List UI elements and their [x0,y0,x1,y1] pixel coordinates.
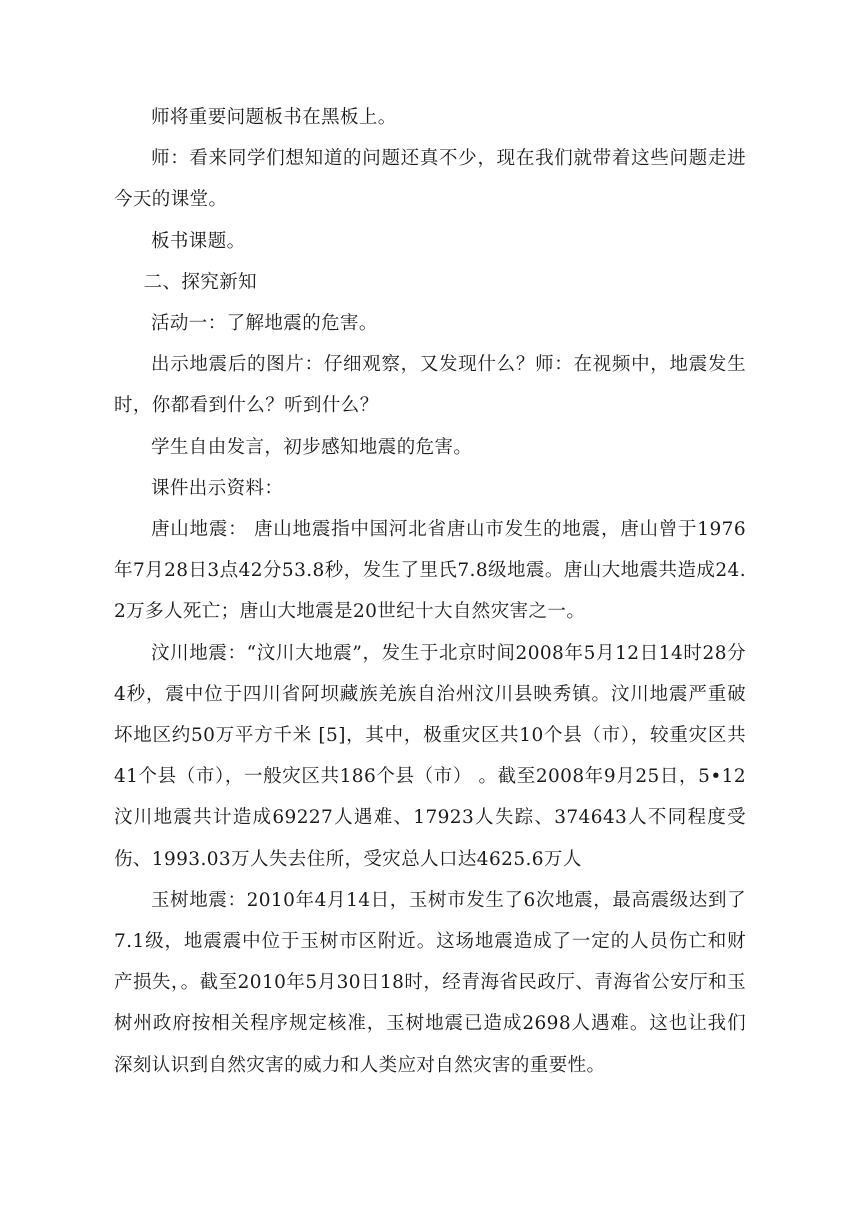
paragraph-courseware: 课件出示资料： [151,477,284,499]
paragraph-student-speak: 学生自由发言，初步感知地震的危害。 [151,436,473,458]
paragraph-board-note: 师将重要问题板书在黑板上。 [151,107,397,128]
section-heading-explore: 二、探究新知 [143,271,257,293]
paragraph-teacher-intro: 师：看来同学们想知道的问题还真不少，现在我们就带着这些问题走进今天的课堂。 [114,148,746,211]
document-body [114,97,746,1086]
paragraph-wenchuan: 汶川地震：“汶川大地震”，发生于北京时间2008年5月12日14时28分4秒，震中位于四川省阿坝藏族羌族自治州汶川县映秀镇。汶川地震严重破坏地区约50万平方千米 [5]，其中，极重灾区共10个县（市），较重灾区共41个县（市），一般灾区共186个县（市） 。截至2008年9月25日，5•12汶川地震共计造成69227人遇难、17923人失踪、374643人不同程度受伤、1993.03万人失去住所，受灾总人口达4625.6万人 [114,642,746,870]
paragraph-yushu: 玉树地震：2010年4月14日，玉树市发生了6次地震，最高震级达到了7.1级，地震震中位于玉树市区附近。这场地震造成了一定的人员伤亡和财产损失，。截至2010年5月30日18时，经青海省民政厅、青海省公安厅和玉树州政府按相关程序规定核准，玉树地震已造成2698人遇难。这也让我们深刻认识到自然灾害的威力和人类应对自然灾害的重要性。 [114,889,746,1076]
paragraph-activity-one: 活动一：了解地震的危害。 [151,313,378,335]
paragraph-board-title: 板书课题。 [151,230,246,252]
paragraph-tangshan: 唐山地震： 唐山地震指中国河北省唐山市发生的地震，唐山曾于1976年7月28日3点42分53.8秒，发生了里氏7.8级地震。唐山大地震共造成24.2万多人死亡；唐山大地震是20世纪十大自然灾害之一。 [114,519,746,623]
paragraph-show-pictures: 出示地震后的图片：仔细观察，又发现什么？师：在视频中，地震发生时，你都看到什么？听到什么？ [114,354,746,417]
